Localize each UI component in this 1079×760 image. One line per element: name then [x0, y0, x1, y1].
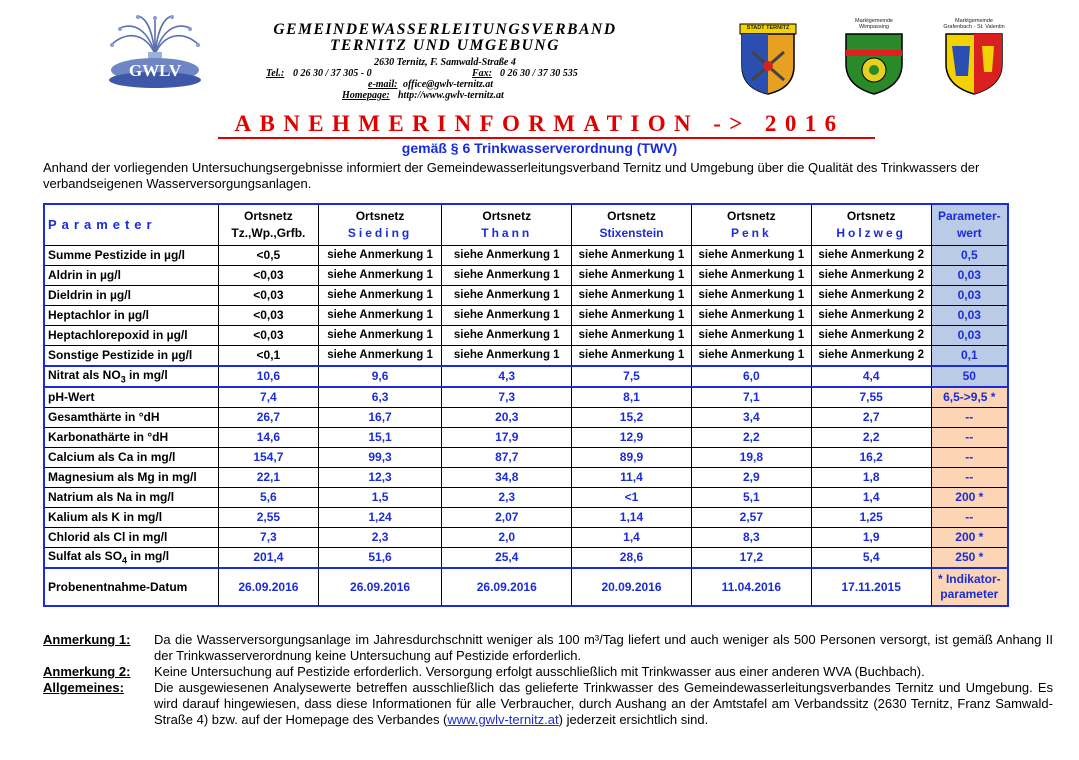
table-cell: 26.09.2016 [318, 568, 442, 606]
table-cell: 5,4 [811, 547, 931, 568]
table-row [44, 427, 1008, 447]
parameter-name: Summe Pestizide in µg/l [44, 245, 219, 265]
homepage-link[interactable]: www.gwlv-ternitz.at [447, 712, 559, 727]
table-cell: 1,4 [572, 527, 692, 547]
table-cell: 19,8 [691, 447, 811, 467]
table-cell: 26,7 [219, 407, 319, 427]
fax-value: 0 26 30 / 37 30 535 [500, 68, 578, 79]
water-quality-table [43, 203, 1009, 607]
table-cell: 7,3 [219, 527, 319, 547]
table-header-row [44, 204, 1008, 245]
table-cell: siehe Anmerkung 1 [442, 265, 572, 285]
table-row [44, 245, 1008, 265]
table-cell: 201,4 [219, 547, 319, 568]
parameter-value-column-header: Parameter- wert [931, 204, 1008, 245]
homepage-label: Homepage: [342, 90, 390, 101]
table-cell: 26.09.2016 [219, 568, 319, 606]
note-anmerkung-1 [43, 632, 1053, 664]
table-cell: siehe Anmerkung 1 [318, 245, 442, 265]
organization-block [210, 22, 680, 101]
table-cell: 154,7 [219, 447, 319, 467]
parameter-value: 0,03 [931, 325, 1008, 345]
table-cell: <1 [572, 487, 692, 507]
notes-section [43, 632, 1053, 728]
table-row [44, 325, 1008, 345]
title-underline [218, 137, 875, 139]
gwlv-logo [106, 14, 204, 94]
parameter-value: 200 * [931, 527, 1008, 547]
page-subtitle: gemäß § 6 Trinkwasserverordnung (TWV) [401, 140, 678, 156]
table-cell: 20,3 [442, 407, 572, 427]
table-cell: 16,7 [318, 407, 442, 427]
table-cell: 17,9 [442, 427, 572, 447]
table-cell: 34,8 [442, 467, 572, 487]
table-cell: 89,9 [572, 447, 692, 467]
table-row [44, 366, 1008, 387]
table-cell: <0,5 [219, 245, 319, 265]
table-cell: 17,2 [691, 547, 811, 568]
table-cell: siehe Anmerkung 1 [691, 345, 811, 366]
parameter-name: Magnesium als Mg in mg/l [44, 467, 219, 487]
crest-ternitz-label: STADT TERNITZ [746, 25, 790, 31]
parameter-name: Dieldrin in µg/l [44, 285, 219, 305]
table-cell: 12,3 [318, 467, 442, 487]
table-row-date [44, 568, 1008, 606]
column-header: Ortsnetz Tz.,Wp.,Grfb. [219, 204, 319, 245]
table-cell: 2,0 [442, 527, 572, 547]
table-row [44, 547, 1008, 568]
table-cell: siehe Anmerkung 1 [691, 325, 811, 345]
table-cell: 8,3 [691, 527, 811, 547]
table-cell: siehe Anmerkung 1 [572, 265, 692, 285]
table-cell: siehe Anmerkung 2 [811, 305, 931, 325]
table-cell: 6,0 [691, 366, 811, 387]
parameter-name: pH-Wert [44, 387, 219, 408]
parameter-value: -- [931, 447, 1008, 467]
table-cell: 1,8 [811, 467, 931, 487]
column-header: Ortsnetz Holzweg [811, 204, 931, 245]
table-cell: siehe Anmerkung 2 [811, 265, 931, 285]
table-cell: siehe Anmerkung 2 [811, 245, 931, 265]
table-cell: siehe Anmerkung 1 [442, 325, 572, 345]
table-cell: <0,1 [219, 345, 319, 366]
column-header: Ortsnetz Thann [442, 204, 572, 245]
table-cell: siehe Anmerkung 1 [442, 305, 572, 325]
table-cell: 14,6 [219, 427, 319, 447]
table-cell: siehe Anmerkung 1 [442, 345, 572, 366]
table-cell: 1,24 [318, 507, 442, 527]
parameter-name: Aldrin in µg/l [44, 265, 219, 285]
table-cell: siehe Anmerkung 2 [811, 345, 931, 366]
parameter-column-header: Parameter [44, 204, 219, 245]
org-address: 2630 Ternitz, F. Samwald-Straße 4 [374, 57, 516, 68]
crest-ternitz [738, 22, 798, 96]
table-cell: <0,03 [219, 325, 319, 345]
parameter-name: Nitrat als $NO_3$ in mg/l [44, 366, 219, 387]
table-row [44, 507, 1008, 527]
homepage-value[interactable]: http://www.gwlv-ternitz.at [398, 90, 504, 101]
table-cell: 1,25 [811, 507, 931, 527]
table-cell: siehe Anmerkung 1 [318, 305, 442, 325]
table-cell: siehe Anmerkung 1 [572, 285, 692, 305]
table-cell: 7,55 [811, 387, 931, 408]
table-cell: siehe Anmerkung 1 [318, 285, 442, 305]
table-cell: 1,4 [811, 487, 931, 507]
table-row [44, 467, 1008, 487]
table-cell: 4,3 [442, 366, 572, 387]
table-cell: 9,6 [318, 366, 442, 387]
crest-grafenbach [942, 18, 1006, 94]
table-cell: 87,7 [442, 447, 572, 467]
crest-wimpassing [842, 18, 906, 94]
parameter-name: Probenentnahme-Datum [44, 568, 219, 606]
parameter-name: Sulfat als $SO_4$ in mg/l [44, 547, 219, 568]
column-header: Ortsnetz Stixenstein [572, 204, 692, 245]
table-cell: 1,9 [811, 527, 931, 547]
table-cell: 1,14 [572, 507, 692, 527]
parameter-value: 0,03 [931, 305, 1008, 325]
email-label: e-mail: [368, 79, 398, 90]
table-cell: 5,6 [219, 487, 319, 507]
table-cell: siehe Anmerkung 1 [691, 285, 811, 305]
note-label: Anmerkung 2: [43, 664, 131, 679]
table-row [44, 447, 1008, 467]
crest-wimpassing-label: Marktgemeinde Wimpassing [855, 18, 893, 30]
column-header: Ortsnetz Sieding [318, 204, 442, 245]
intro-text: Anhand der vorliegenden Untersuchungsergebnisse informiert der Gemeindewasserleitungsverband Ternitz und Umgebung über die Qualität des Trinkwassers der verbandseigenen Wasserversorgungsanlagen. [43, 160, 980, 191]
table-cell: 51,6 [318, 547, 442, 568]
table-cell: 8,1 [572, 387, 692, 408]
table-cell: 7,3 [442, 387, 572, 408]
table-cell: 7,5 [572, 366, 692, 387]
parameter-name: Heptachlorepoxid in µg/l [44, 325, 219, 345]
note-allgemeines [43, 680, 1053, 728]
parameter-name: Gesamthärte in °dH [44, 407, 219, 427]
parameter-name: Calcium als Ca in mg/l [44, 447, 219, 467]
table-row [44, 305, 1008, 325]
table-cell: siehe Anmerkung 1 [572, 305, 692, 325]
table-cell: 6,3 [318, 387, 442, 408]
table-cell: siehe Anmerkung 1 [691, 305, 811, 325]
parameter-value: -- [931, 427, 1008, 447]
table-cell: siehe Anmerkung 1 [318, 265, 442, 285]
table-row [44, 285, 1008, 305]
note-text: Die ausgewiesenen Analysewerte betreffen ausschließlich das gelieferte Trinkwasser des Gemeindewasserleitungsverbandes Ternitz und Umgebung. Es wird darauf hingewiesen, dass diese Informationen für alle Verbraucher, durch Aushang an der Amtstafel am Verbandssitz (2630 Ternitz, Franz Samwald-Straße 4) bzw. auf der Homepage des Verbandes (www.gwlv-ternitz.at) jederzeit ersichtlich sind. [154, 680, 1053, 727]
parameter-value: 0,5 [931, 245, 1008, 265]
parameter-name: Natrium als Na in mg/l [44, 487, 219, 507]
parameter-name: Karbonathärte in °dH [44, 427, 219, 447]
table-cell: 2,55 [219, 507, 319, 527]
fax-label: Fax: [472, 68, 492, 79]
parameter-value: 0,03 [931, 265, 1008, 285]
parameter-name: Chlorid als Cl in mg/l [44, 527, 219, 547]
table-cell: 25,4 [442, 547, 572, 568]
email-row [210, 79, 680, 90]
table-row [44, 265, 1008, 285]
table-cell: siehe Anmerkung 1 [572, 245, 692, 265]
table-cell: 12,9 [572, 427, 692, 447]
parameter-name: Kalium als K in mg/l [44, 507, 219, 527]
table-cell: siehe Anmerkung 1 [318, 325, 442, 345]
parameter-value: -- [931, 407, 1008, 427]
table-cell: siehe Anmerkung 1 [442, 245, 572, 265]
table-row [44, 527, 1008, 547]
table-cell: 1,5 [318, 487, 442, 507]
table-cell: 16,2 [811, 447, 931, 467]
parameter-value: -- [931, 467, 1008, 487]
table-cell: 2,07 [442, 507, 572, 527]
table-cell: 11,4 [572, 467, 692, 487]
table-cell: 20.09.2016 [572, 568, 692, 606]
table-row [44, 387, 1008, 408]
table-cell: 10,6 [219, 366, 319, 387]
table-cell: 2,7 [811, 407, 931, 427]
note-label: Allgemeines: [43, 680, 124, 695]
crest-grafenbach-label: Marktgemeinde Grafenbach - St. Valentin [943, 18, 1005, 30]
table-cell: 99,3 [318, 447, 442, 467]
note-anmerkung-2 [43, 664, 1053, 680]
parameter-value: 250 * [931, 547, 1008, 568]
page-title: ABNEHMERINFORMATION -> 2016 [234, 111, 845, 136]
parameter-value: -- [931, 507, 1008, 527]
note-label: Anmerkung 1: [43, 632, 131, 647]
table-cell: siehe Anmerkung 1 [572, 345, 692, 366]
parameter-name: Heptachlor in µg/l [44, 305, 219, 325]
table-cell: siehe Anmerkung 1 [691, 245, 811, 265]
tel-value: 0 26 30 / 37 305 - 0 [293, 68, 372, 79]
table-cell: 2,3 [442, 487, 572, 507]
table-cell: 2,9 [691, 467, 811, 487]
parameter-value: 6,5->9,5 * [931, 387, 1008, 408]
table-cell: 26.09.2016 [442, 568, 572, 606]
table-cell: 28,6 [572, 547, 692, 568]
note-text: Keine Untersuchung auf Pestizide erforderlich. Versorgung erfolgt ausschließlich mit Trinkwasser aus einer anderen WVA (Buchbach). [154, 664, 925, 679]
table-cell: 4,4 [811, 366, 931, 387]
table-cell: 17.11.2015 [811, 568, 931, 606]
indicator-footnote: * Indikator- parameter [931, 568, 1008, 606]
table-row [44, 345, 1008, 366]
note-text: Da die Wasserversorgungsanlage im Jahresdurchschnitt weniger als 100 m³/Tag liefert und auch weniger als 500 Personen versorgt, ist gemäß Anhang II der Trinkwasserverordnung keine Untersuchung auf Pestizide erforderlich. [154, 632, 1053, 663]
org-name: GEMEINDEWASSERLEITUNGSVERBAND [273, 21, 617, 38]
table-cell: siehe Anmerkung 2 [811, 285, 931, 305]
column-header: Ortsnetz Penk [691, 204, 811, 245]
table-cell: <0,03 [219, 305, 319, 325]
parameter-name: Sonstige Pestizide in µg/l [44, 345, 219, 366]
tel-label: Tel.: [266, 68, 285, 79]
table-cell: siehe Anmerkung 1 [691, 265, 811, 285]
table-cell: 7,1 [691, 387, 811, 408]
table-cell: 22,1 [219, 467, 319, 487]
table-cell: 2,2 [811, 427, 931, 447]
org-subtitle: TERNITZ UND UMGEBUNG [329, 37, 561, 54]
table-cell: <0,03 [219, 265, 319, 285]
table-cell: 2,3 [318, 527, 442, 547]
table-cell: 15,1 [318, 427, 442, 447]
table-cell: siehe Anmerkung 2 [811, 325, 931, 345]
homepage-row [210, 90, 680, 101]
table-cell: siehe Anmerkung 1 [318, 345, 442, 366]
table-cell: 11.04.2016 [691, 568, 811, 606]
parameter-value: 50 [931, 366, 1008, 387]
table-cell: siehe Anmerkung 1 [572, 325, 692, 345]
table-cell: 2,57 [691, 507, 811, 527]
phone-fax-row [210, 68, 680, 79]
table-row [44, 407, 1008, 427]
table-cell: 2,2 [691, 427, 811, 447]
table-row [44, 487, 1008, 507]
table-cell: <0,03 [219, 285, 319, 305]
table-cell: siehe Anmerkung 1 [442, 285, 572, 305]
table-cell: 7,4 [219, 387, 319, 408]
parameter-value: 200 * [931, 487, 1008, 507]
svg-text:GWLV: GWLV [128, 61, 182, 80]
parameter-value: 0,03 [931, 285, 1008, 305]
table-cell: 5,1 [691, 487, 811, 507]
table-cell: 3,4 [691, 407, 811, 427]
parameter-value: 0,1 [931, 345, 1008, 366]
table-cell: 15,2 [572, 407, 692, 427]
email-value[interactable]: office@gwlv-ternitz.at [403, 79, 494, 90]
